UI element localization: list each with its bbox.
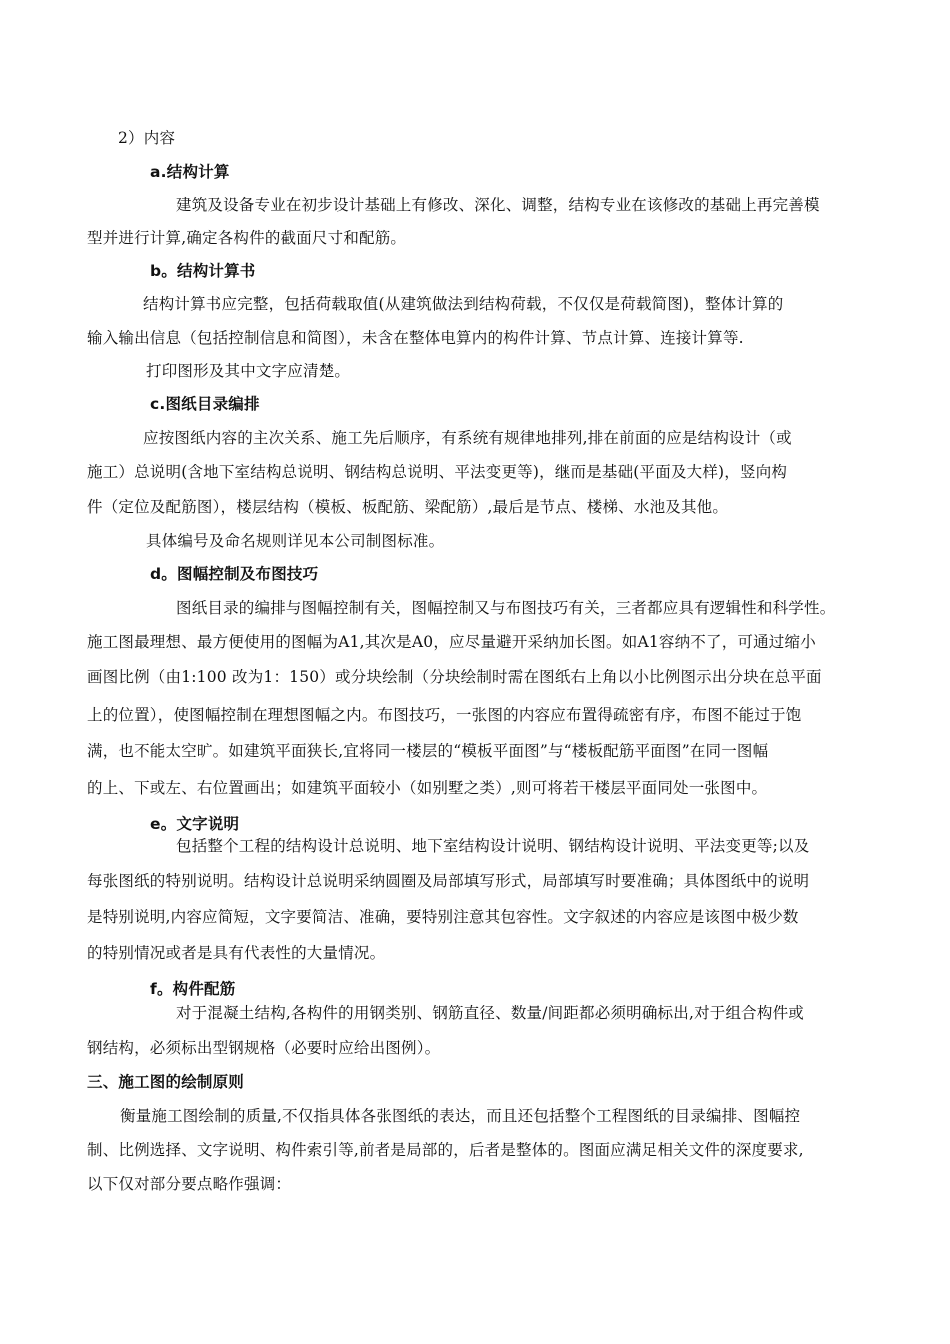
section-3-text-3: 以下仅对部分要点略作强调：	[87, 1175, 292, 1193]
section-e-text-1: 包括整个工程的结构设计总说明、地下室结构设计说明、钢结构设计说明、平法变更等;以及	[176, 837, 810, 855]
section-b-heading: b。结构计算书	[150, 262, 256, 280]
section-b-text-2: 输入输出信息（包括控制信息和简图），未含在整体电算内的构件计算、节点计算、连接计算等.	[87, 329, 744, 347]
section-c-text-3: 件（定位及配筋图），楼层结构（模板、板配筋、梁配筋）,最后是节点、楼梯、水池及其他。	[87, 498, 729, 516]
section-d-text-4: 上的位置），使图幅控制在理想图幅之内。布图技巧，一张图的内容应布置得疏密有序，布图不能过于饱	[87, 706, 802, 724]
section-f-text-2: 钢结构，必须标出型钢规格（必要时应给出图例）。	[87, 1039, 441, 1057]
section-f-heading: f。构件配筋	[150, 980, 236, 998]
section-e-text-3: 是特别说明,内容应简短，文字要简洁、准确，要特别注意其包容性。文字叙述的内容应是该图中极少数	[87, 908, 799, 926]
section-3-text-2: 制、比例选择、文字说明、构件索引等,前者是局部的，后者是整体的。图面应满足相关文件的深度要求,	[87, 1141, 804, 1159]
section-d-heading: d。图幅控制及布图技巧	[150, 565, 319, 583]
section-d-text-2: 施工图最理想、最方便使用的图幅为A1,其次是A0，应尽量避开采纳加长图。如A1容纳不了，可通过缩小	[87, 633, 816, 651]
section-b-text-3: 打印图形及其中文字应清楚。	[146, 362, 351, 380]
item-2-label: 2）内容	[118, 129, 176, 147]
section-c-text-1: 应按图纸内容的主次关系、施工先后顺序，有系统有规律地排列,排在前面的应是结构设计（或	[143, 429, 792, 447]
section-a-text-2: 型并进行计算,确定各构件的截面尺寸和配筋。	[87, 229, 407, 247]
section-3-text-1: 衡量施工图绘制的质量,不仅指具体各张图纸的表达，而且还包括整个工程图纸的目录编排、图幅控	[120, 1107, 801, 1125]
section-d-text-5: 满，也不能太空旷。如建筑平面狭长,宜将同一楼层的“模板平面图”与“楼板配筋平面图”在同一图幅	[87, 742, 769, 760]
section-d-text-3: 画图比例（由1:100 改为1：150）或分块绘制（分块绘制时需在图纸右上角以小比例图示出分块在总平面	[87, 668, 822, 686]
section-c-text-2: 施工）总说明(含地下室结构总说明、钢结构总说明、平法变更等)，继而是基础(平面及大样)，竖向构	[87, 463, 788, 481]
section-c-heading: c.图纸目录编排	[150, 395, 260, 413]
section-f-text-1: 对于混凝土结构,各构件的用钢类别、钢筋直径、数量/间距都必须明确标出,对于组合构件或	[176, 1004, 804, 1022]
section-a-text-1: 建筑及设备专业在初步设计基础上有修改、深化、调整，结构专业在该修改的基础上再完善模	[176, 196, 820, 214]
section-e-heading: e。文字说明	[150, 815, 240, 833]
section-a-heading: a.结构计算	[150, 163, 230, 181]
section-b-text-1: 结构计算书应完整，包括荷载取值(从建筑做法到结构荷载，不仅仅是荷载简图)，整体计算的	[143, 295, 784, 313]
section-e-text-4: 的特别情况或者是具有代表性的大量情况。	[87, 944, 386, 962]
section-e-text-2: 每张图纸的特别说明。结构设计总说明采纳圆圈及局部填写形式，局部填写时要准确；具体图纸中的说明	[87, 872, 810, 890]
section-d-text-1: 图纸目录的编排与图幅控制有关，图幅控制又与布图技巧有关，三者都应具有逻辑性和科学性。	[176, 599, 836, 617]
section-3-heading: 三、施工图的绘制原则	[87, 1073, 245, 1091]
section-c-text-4: 具体编号及命名规则详见本公司制图标准。	[146, 532, 445, 550]
section-d-text-6: 的上、下或左、右位置画出；如建筑平面较小（如别墅之类）,则可将若干楼层平面同处一张图中。	[87, 779, 768, 797]
